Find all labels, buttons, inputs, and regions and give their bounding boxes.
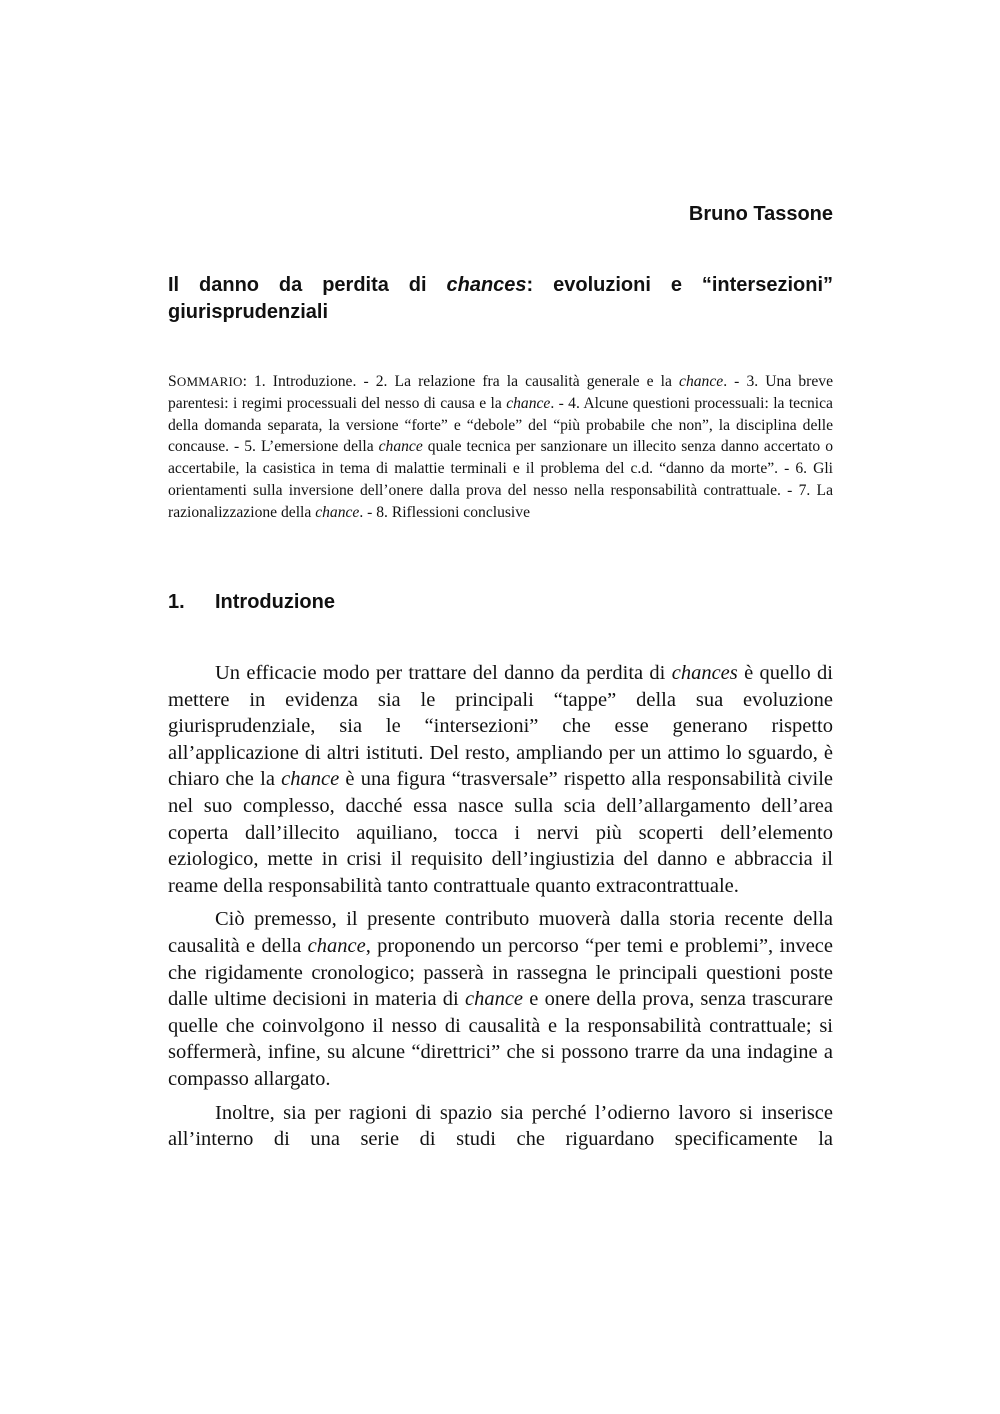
article-title bbox=[168, 272, 833, 326]
summary-italic-term: chance bbox=[315, 503, 360, 521]
summary-label-rest: OMMARIO bbox=[176, 374, 243, 389]
body-paragraph bbox=[168, 1100, 833, 1153]
summary-label-first: S bbox=[168, 373, 177, 390]
summary-block bbox=[168, 371, 833, 524]
summary-italic-term: chance bbox=[506, 394, 551, 412]
title-text-1: Il danno da perdita di bbox=[168, 274, 447, 296]
paragraph-italic-term: chances bbox=[671, 662, 738, 684]
paragraph-text: è quello di mettere in evidenza sia le principali “tappe” della sua evoluzione giurisprudenziale, sia le “intersezioni” che esse generano rispetto all’applicazione di altri istituti. Del resto, ampliando per un attimo lo sguardo, è chiaro che la bbox=[168, 662, 834, 791]
section-heading bbox=[168, 588, 833, 616]
author-name: Bruno Tassone bbox=[688, 203, 833, 225]
summary-italic-term: chance bbox=[679, 373, 724, 390]
paragraph-text: Ciò premesso, il presente contributo muoverà dalla storia recente della causalità e della bbox=[168, 908, 833, 957]
summary-text bbox=[168, 373, 833, 521]
summary-text: . - 8. Riflessioni conclusive bbox=[359, 503, 530, 521]
section-title: Introduzione bbox=[215, 591, 335, 613]
paragraph-italic-term: chance bbox=[464, 988, 524, 1011]
body-text bbox=[168, 660, 833, 1160]
summary-text: quale tecnica per sanzionare un illecito senza danno accertato o accertabile, la casistica in tema di malattie terminali e il problema del c.d. “danno da morte”. - 6. Gli orientamenti sulla inversione dell’onere dalla prova del nesso nella responsabilità contrattuale. - 7. La razionalizzazione della bbox=[168, 438, 833, 521]
summary-text: . - 3. Una breve parentesi: i regimi processuali del nesso di causa e la bbox=[168, 373, 833, 412]
paragraph-italic-term: chance bbox=[307, 934, 366, 957]
summary-text: . - 4. Alcune questioni processuali: la tecnica della domanda separata, la versione “forte” e “debole” del “più probabile che non”, la disciplina delle concause. - 5. L’emersione della bbox=[168, 394, 833, 456]
body-paragraph bbox=[168, 660, 833, 899]
paragraph-text: e onere della prova, senza trascurare quelle che coinvolgono il nesso di causalità e la responsabilità contrattuale; si soffermerà, infine, su alcune “direttrici” che si possono trarre da una indagine a compasso allargato. bbox=[168, 988, 833, 1090]
summary-label bbox=[168, 374, 243, 389]
paragraph-text: Inoltre, sia per ragioni di spazio sia perché l’odierno lavoro si inserisce all’interno di una serie di studi che riguardano specificamente la bbox=[168, 1101, 833, 1151]
paragraph-text: Un efficacie modo per trattare del danno da perdita di bbox=[215, 662, 672, 684]
paragraph-italic-term: chance bbox=[281, 768, 340, 791]
summary-italic-term: chance bbox=[378, 438, 423, 456]
paragraph-text: è una figura “trasversale” rispetto alla responsabilità civile nel suo complesso, dacché essa nasce sulla scia dell’allargamento dell’area coperta dall’illecito aquiliano, tocca i nervi più scoperti dell’elemento eziologico, mette in crisi il requisito dell’ingiustizia del danno e abbraccia il reame della responsabilità tanto contrattuale quanto extracontrattuale. bbox=[168, 768, 833, 897]
title-italic-term: chances bbox=[446, 274, 527, 296]
title-text-2: : evoluzioni e “intersezioni” giurisprudenziali bbox=[168, 274, 833, 323]
body-paragraph bbox=[168, 906, 833, 1092]
section-number: 1. bbox=[168, 591, 185, 613]
paragraph-text: , proponendo un percorso “per temi e problemi”, invece che rigidamente cronologico; passerà in rassegna le principali questioni poste dalle ultime decisioni in materia di bbox=[168, 934, 833, 1011]
summary-text: : 1. Introduzione. - 2. La relazione fra la causalità generale e la bbox=[242, 373, 680, 390]
